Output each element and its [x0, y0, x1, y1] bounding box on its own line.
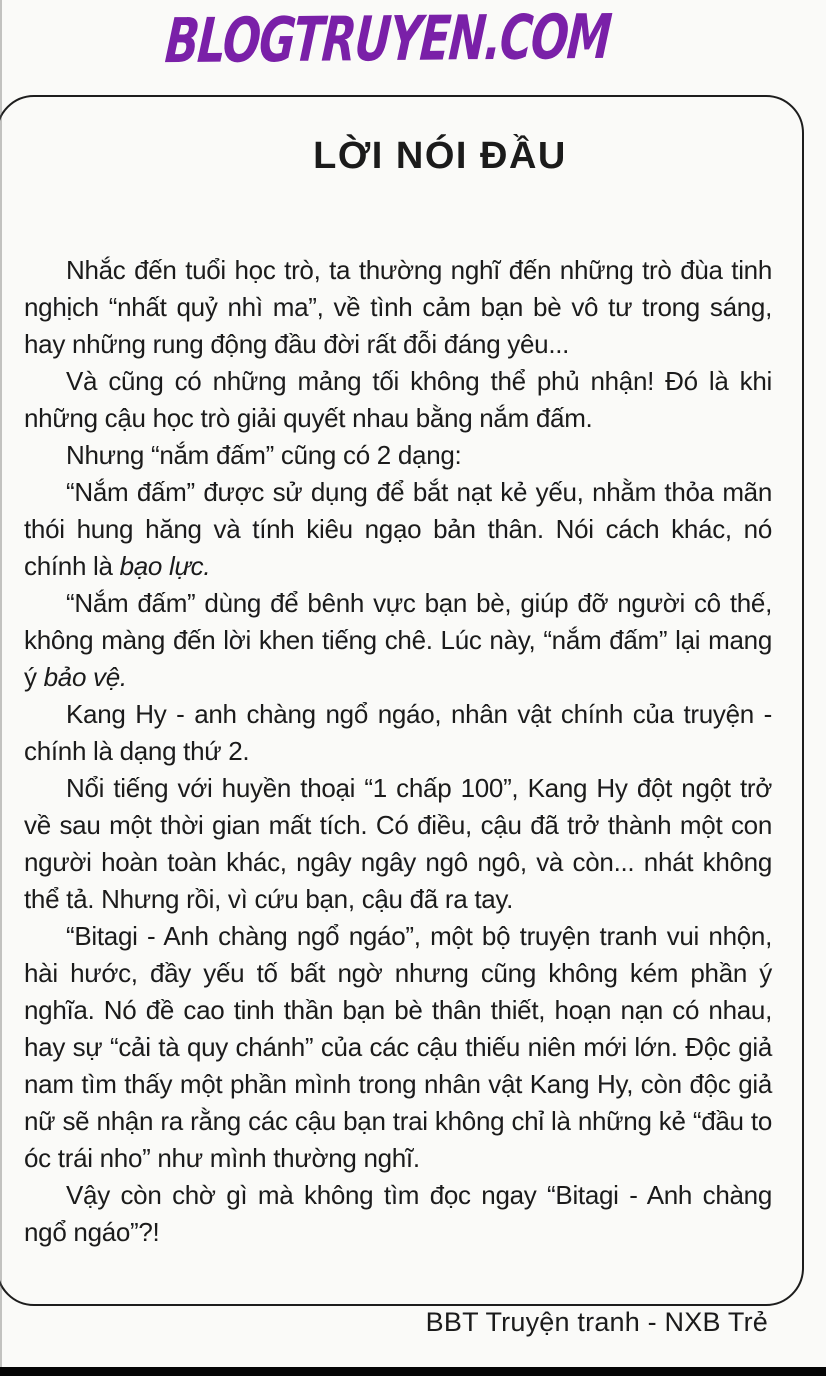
paragraph-text: Và cũng có những mảng tối không thể phủ nhận! Đó là khi những cậu học trò giải quyết nhau bằng nắm đấm.	[24, 366, 772, 433]
foreword-paragraph	[24, 585, 772, 696]
emphasized-text: bạo lực.	[119, 551, 211, 581]
page-edge-line	[0, 0, 2, 1376]
paragraph-text: Kang Hy - anh chàng ngổ ngáo, nhân vật chính của truyện - chính là dạng thứ 2.	[24, 699, 772, 766]
foreword-paragraph	[24, 474, 772, 585]
foreword-paragraph	[24, 918, 772, 1177]
foreword-paragraph	[24, 437, 772, 474]
paragraph-text: Nhưng “nắm đấm” cũng có 2 dạng:	[66, 440, 462, 470]
paragraph-text: Nổi tiếng với huyền thoại “1 chấp 100”, Kang Hy đột ngột trở về sau một thời gian mất tích. Có điều, cậu đã trở thành một con người hoàn toàn khác, ngây ngây ngô ngô, và còn... nhát không thể tả. Nhưng rồi, vì cứu bạn, cậu đã ra tay.	[24, 773, 772, 914]
foreword-paragraph	[24, 770, 772, 918]
foreword-box	[0, 95, 804, 1337]
paragraph-text: “Nắm đấm” được sử dụng để bắt nạt kẻ yếu, nhằm thỏa mãn thói hung hăng và tính kiêu ngạo bản thân. Nói cách khác, nó chính là	[24, 477, 772, 581]
site-logo: BLOGTRUYEN.COM	[162, 1, 613, 78]
page-title: LỜI NÓI ĐẦU	[313, 135, 567, 177]
emphasized-text: bảo vệ.	[43, 662, 127, 692]
paragraph-text: “Bitagi - Anh chàng ngổ ngáo”, một bộ truyện tranh vui nhộn, hài hước, đầy yếu tố bất ngờ nhưng cũng không kém phần ý nghĩa. Nó đề cao tinh thần bạn bè thân thiết, hoạn nạn có nhau, hay sự “cải tà quy chánh” của các cậu thiếu niên mới lớn. Độc giả nam tìm thấy một phần mình trong nhân vật Kang Hy, còn độc giả nữ sẽ nhận ra rằng các cậu bạn trai không chỉ là những kẻ “đầu to óc trái nho” như mình thường nghĩ.	[24, 921, 772, 1173]
page-bottom-bar	[0, 1367, 826, 1376]
foreword-paragraph	[24, 363, 772, 437]
foreword-paragraph	[24, 696, 772, 770]
paragraph-text: Vậy còn chờ gì mà không tìm đọc ngay “Bitagi - Anh chàng ngổ ngáo”?!	[24, 1180, 772, 1247]
foreword-body	[24, 252, 772, 1251]
foreword-paragraph	[24, 252, 772, 363]
paragraph-text: “Nắm đấm” dùng để bênh vực bạn bè, giúp đỡ người cô thế, không màng đến lời khen tiếng chê. Lúc này, “nắm đấm” lại mang ý	[24, 588, 772, 692]
signature: BBT Truyện tranh - NXB Trẻ	[425, 1307, 768, 1337]
foreword-paragraph	[24, 1177, 772, 1251]
paragraph-text: Nhắc đến tuổi học trò, ta thường nghĩ đến những trò đùa tinh nghịch “nhất quỷ nhì ma”, về tình cảm bạn bè vô tư trong sáng, hay những rung động đầu đời rất đỗi đáng yêu...	[24, 255, 772, 359]
